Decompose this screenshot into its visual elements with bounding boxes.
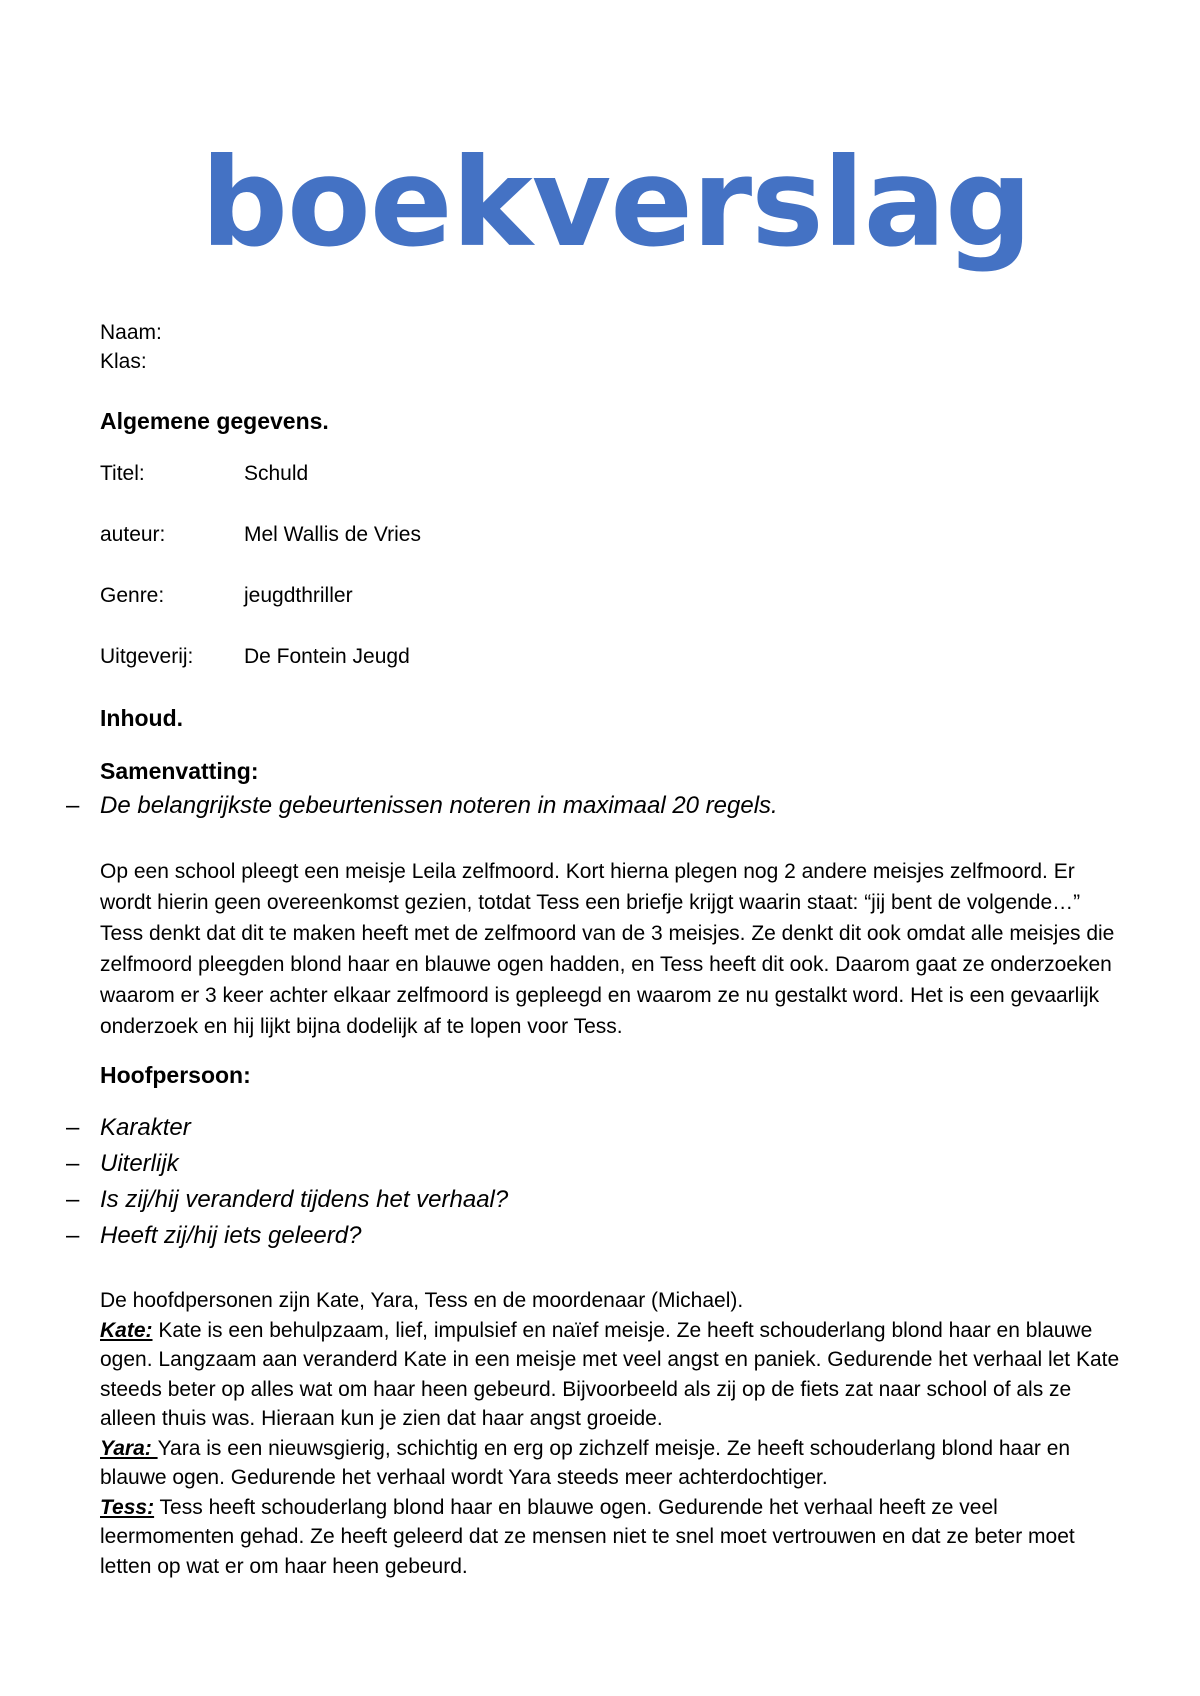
- field-label: Titel:: [100, 462, 145, 485]
- bullet-text: De belangrijkste gebeurtenissen noteren in maximaal 20 regels.: [100, 792, 778, 819]
- field-label: Uitgeverij:: [100, 645, 194, 668]
- character-kate: [100, 1316, 1120, 1434]
- character-name: Yara:: [100, 1436, 158, 1460]
- algemene-gegevens-heading: Algemene gegevens.: [100, 408, 329, 434]
- bullet-text: Karakter: [100, 1114, 191, 1141]
- character-description: Kate is een behulpzaam, lief, impulsief en naïef meisje. Ze heeft schouderlang blond haar en blauwe ogen. Langzaam aan veranderd Kate in een meisje met veel angst en paniek. Gedurende het verhaal let Kate steeds beter op alles wat om haar heen gebeurd. Bijvoorbeeld als zij op de fiets zat naar school of als ze alleen thuis was. Hieraan kun je zien dat haar angst groeide.: [100, 1318, 1120, 1430]
- field-value: jeugdthriller: [244, 584, 353, 607]
- field-value: Schuld: [244, 462, 309, 485]
- character-tess: [100, 1493, 1120, 1582]
- bullet-karakter: [66, 1114, 191, 1142]
- page-title: boekverslag: [200, 132, 1032, 274]
- dash-icon: –: [66, 1186, 80, 1213]
- character-name: Kate:: [100, 1318, 153, 1342]
- dash-icon: –: [66, 1114, 80, 1141]
- field-label: Genre:: [100, 584, 165, 607]
- field-label: auteur:: [100, 523, 166, 546]
- field-genre: [100, 584, 353, 608]
- klas-label: Klas:: [100, 350, 147, 373]
- field-titel: [100, 462, 308, 486]
- bullet-geleerd: [66, 1222, 361, 1250]
- character-description: Tess heeft schouderlang blond haar en blauwe ogen. Gedurende het verhaal heeft ze veel leermomenten gehad. Ze heeft geleerd dat ze mensen niet te snel moet vertrouwen en dat ze beter moet letten op wat er om haar heen gebeurd.: [100, 1495, 1075, 1578]
- dash-icon: –: [66, 792, 80, 819]
- dash-icon: –: [66, 1150, 80, 1177]
- bullet-veranderd: [66, 1186, 508, 1214]
- hoofdpersonen-intro: De hoofdpersonen zijn Kate, Yara, Tess en de moordenaar (Michael).: [100, 1289, 744, 1312]
- bullet-text: Heeft zij/hij iets geleerd?: [100, 1222, 362, 1249]
- naam-label: Naam:: [100, 321, 162, 344]
- field-value: Mel Wallis de Vries: [244, 523, 421, 546]
- inhoud-heading: Inhoud.: [100, 705, 184, 731]
- samenvatting-text: Op een school pleegt een meisje Leila zelfmoord. Kort hierna plegen nog 2 andere meisjes zelfmoord. Er wordt hierin geen overeenkomst gezien, totdat Tess een briefje krijgt waarin staat: “jij bent de volgende…” Tess denkt dat dit te maken heeft met de zelfmoord van de 3 meisjes. Ze denkt dit ook omdat alle meisjes die zelfmoord pleegden blond haar en blauwe ogen hadden, en Tess heeft dit ook. Daarom gaat ze onderzoeken waarom er 3 keer achter elkaar zelfmoord is gepleegd en waarom ze nu gestalkt word. Het is een gevaarlijk onderzoek en hij lijkt bijna dodelijk af te lopen voor Tess.: [100, 860, 1115, 1038]
- character-yara: [100, 1434, 1120, 1493]
- bullet-uiterlijk: [66, 1150, 179, 1178]
- dash-icon: –: [66, 1222, 80, 1249]
- bullet-text: Is zij/hij veranderd tijdens het verhaal?: [100, 1186, 509, 1213]
- character-description: Yara is een nieuwsgierig, schichtig en erg op zichzelf meisje. Ze heeft schouderlang blond haar en blauwe ogen. Gedurende het verhaal wordt Yara steeds meer achterdochtiger.: [100, 1436, 1071, 1489]
- field-uitgeverij: [100, 645, 410, 669]
- character-name: Tess:: [100, 1495, 155, 1519]
- field-auteur: [100, 523, 421, 547]
- hoofdpersoon-heading: Hoofpersoon:: [100, 1062, 251, 1088]
- hoofdpersonen-text: [100, 1286, 1120, 1581]
- samenvatting-bullet: [66, 792, 778, 820]
- student-info: [100, 318, 162, 376]
- samenvatting-heading: Samenvatting:: [100, 758, 259, 784]
- field-value: De Fontein Jeugd: [244, 645, 410, 668]
- bullet-text: Uiterlijk: [100, 1150, 179, 1177]
